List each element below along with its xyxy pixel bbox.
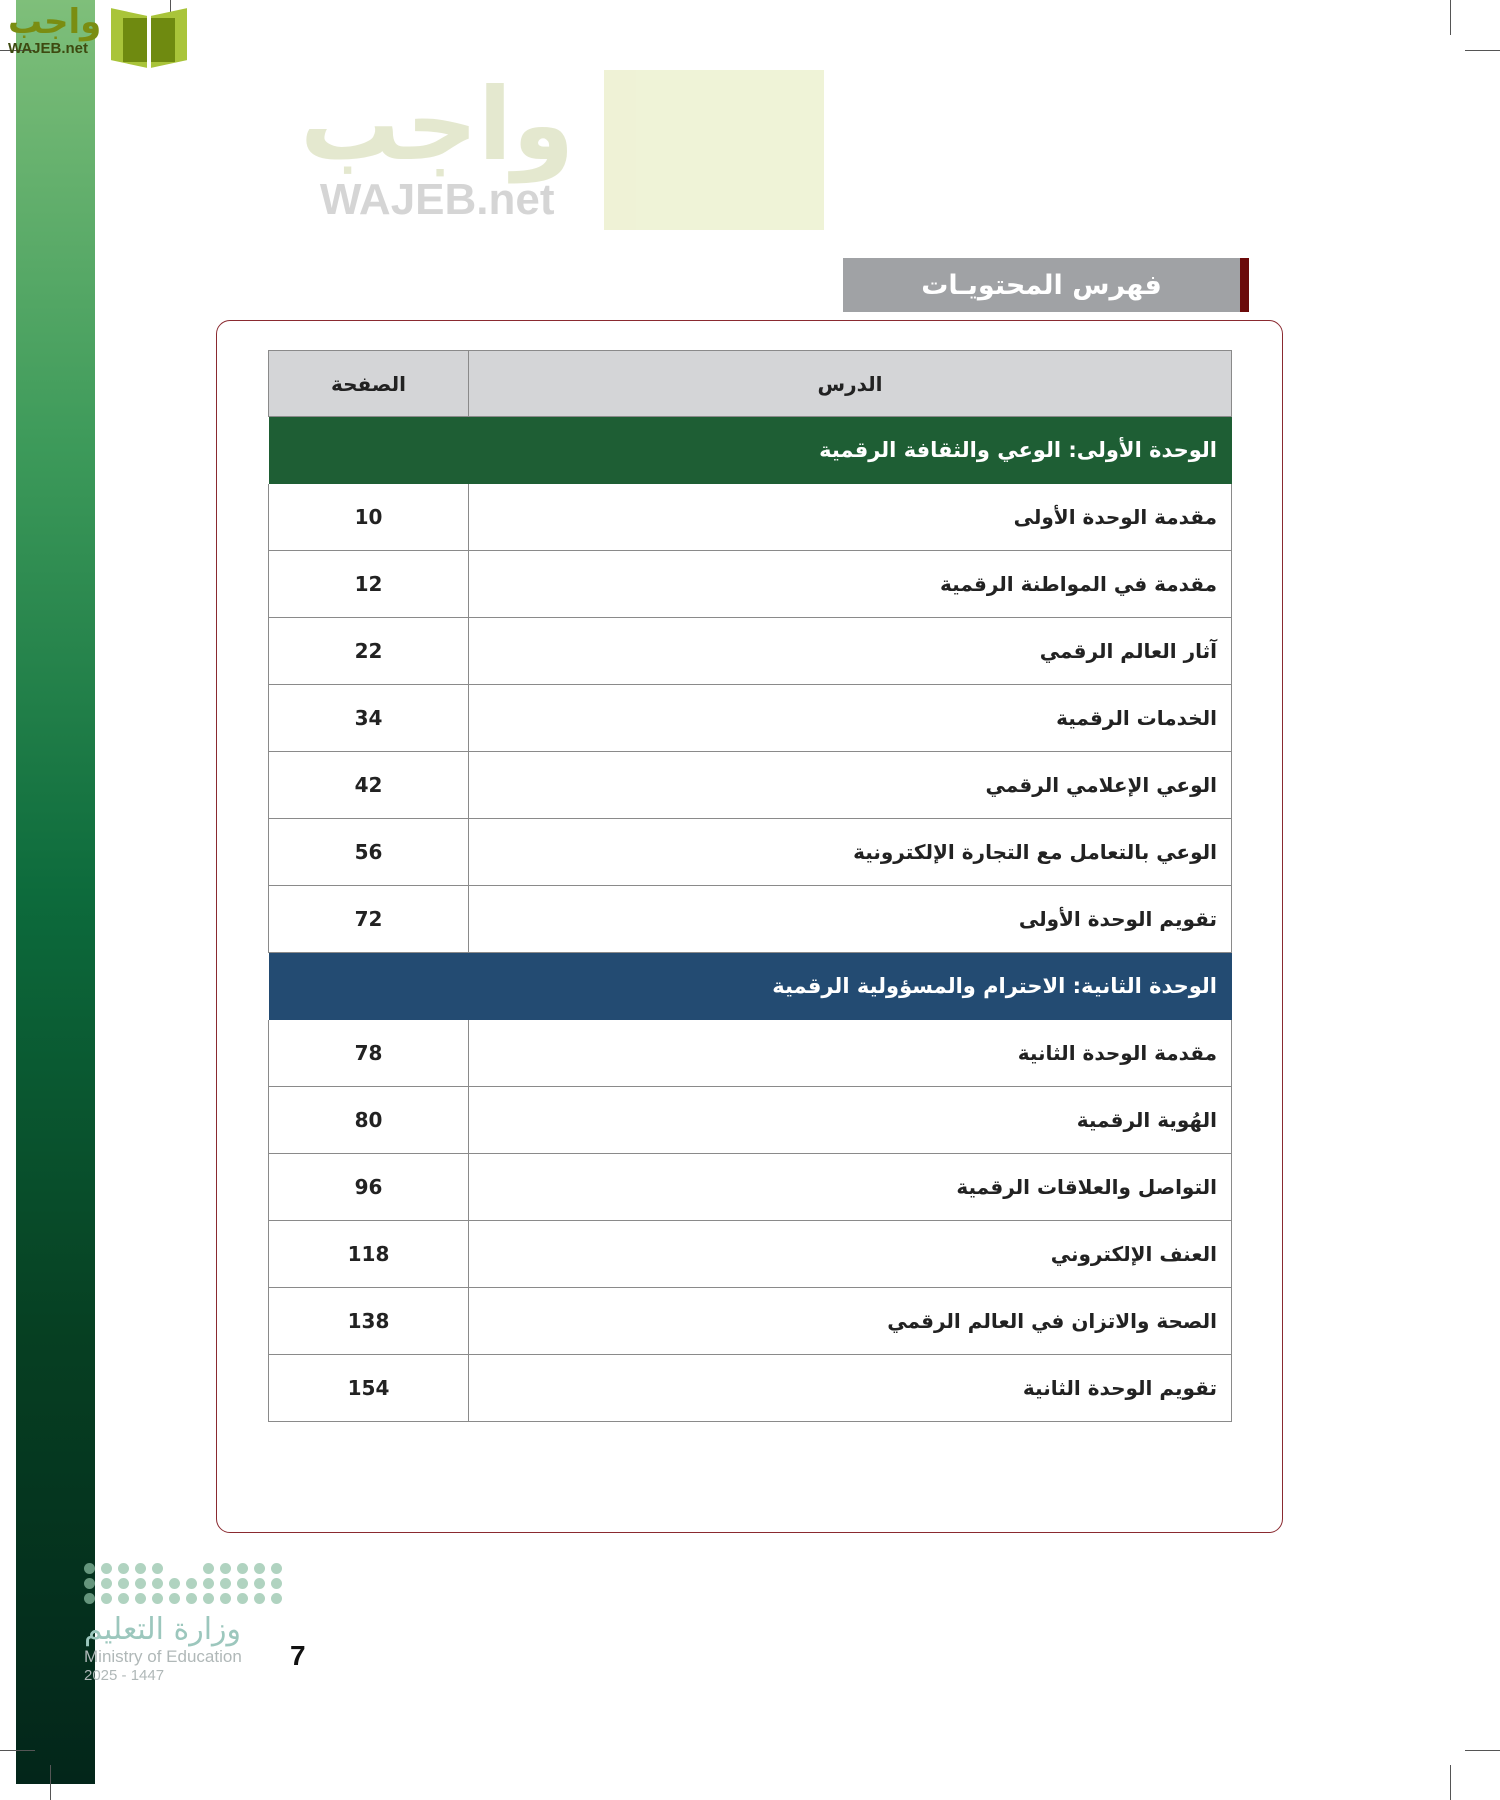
lesson-page: 118 <box>269 1221 469 1288</box>
crop-mark <box>1450 0 1451 35</box>
lesson-name: آثار العالم الرقمي <box>469 618 1232 685</box>
wajeb-logo <box>8 4 189 64</box>
lesson-name: مقدمة الوحدة الأولى <box>469 484 1232 551</box>
crop-mark <box>50 1765 51 1800</box>
logo-arabic: واجب <box>8 2 102 42</box>
unit-title: الوحدة الثانية: الاحترام والمسؤولية الرقمية <box>772 974 1217 998</box>
table-row <box>269 551 1232 618</box>
lesson-name: الوعي الإعلامي الرقمي <box>469 752 1232 819</box>
crop-mark <box>0 1750 35 1751</box>
lesson-page: 138 <box>269 1288 469 1355</box>
lesson-name: العنف الإلكتروني <box>469 1221 1232 1288</box>
lesson-name: الخدمات الرقمية <box>469 685 1232 752</box>
lesson-name: مقدمة في المواطنة الرقمية <box>469 551 1232 618</box>
table-row <box>269 1020 1232 1087</box>
lesson-name: تقويم الوحدة الثانية <box>469 1355 1232 1422</box>
ministry-name-english: Ministry of Education <box>84 1647 242 1666</box>
page-number: 7 <box>290 1640 306 1671</box>
title-accent <box>1240 258 1249 312</box>
table-row <box>269 819 1232 886</box>
table-row <box>269 752 1232 819</box>
contents-table <box>268 350 1232 1422</box>
lesson-name: الصحة والاتزان في العالم الرقمي <box>469 1288 1232 1355</box>
lesson-page: 22 <box>269 618 469 685</box>
table-row <box>269 1288 1232 1355</box>
column-header-lesson: الدرس <box>469 351 1232 417</box>
lesson-page: 12 <box>269 551 469 618</box>
ministry-dots-icon <box>84 1563 264 1604</box>
contents-table-body <box>269 417 1232 1422</box>
table-row <box>269 1221 1232 1288</box>
lesson-page: 34 <box>269 685 469 752</box>
crop-mark <box>1450 1765 1451 1800</box>
lesson-name: تقويم الوحدة الأولى <box>469 886 1232 953</box>
lesson-name: مقدمة الوحدة الثانية <box>469 1020 1232 1087</box>
lesson-page: 96 <box>269 1154 469 1221</box>
unit-title: الوحدة الأولى: الوعي والثقافة الرقمية <box>819 438 1217 462</box>
unit-header-row <box>269 953 1232 1020</box>
lesson-page: 10 <box>269 484 469 551</box>
ministry-name-arabic: وزارة التعليم <box>84 1612 242 1647</box>
academic-year: 2025 - 1447 <box>84 1667 165 1684</box>
lesson-page: 72 <box>269 886 469 953</box>
watermark-arabic: واجب <box>300 66 575 183</box>
table-row <box>269 484 1232 551</box>
lesson-page: 78 <box>269 1020 469 1087</box>
watermark-english: WAJEB.net <box>319 175 555 224</box>
watermark-book-icon <box>604 70 824 230</box>
column-header-page: الصفحة <box>269 351 469 417</box>
table-header-row <box>269 351 1232 417</box>
lesson-page: 154 <box>269 1355 469 1422</box>
wajeb-watermark <box>300 66 824 230</box>
ministry-logo <box>84 1563 264 1684</box>
lesson-page: 80 <box>269 1087 469 1154</box>
crop-mark <box>1465 1750 1500 1751</box>
decorative-sidebar <box>16 0 95 1784</box>
crop-mark <box>1465 50 1500 51</box>
lesson-name: التواصل والعلاقات الرقمية <box>469 1154 1232 1221</box>
lesson-name: الهُوية الرقمية <box>469 1087 1232 1154</box>
table-row <box>269 618 1232 685</box>
lesson-page: 42 <box>269 752 469 819</box>
lesson-name: الوعي بالتعامل مع التجارة الإلكترونية <box>469 819 1232 886</box>
table-row <box>269 1087 1232 1154</box>
page-title: فهرس المحتويـات <box>843 258 1240 312</box>
book-icon <box>109 4 189 64</box>
unit-header-row <box>269 417 1232 484</box>
table-row <box>269 1154 1232 1221</box>
logo-english: WAJEB.net <box>8 40 89 57</box>
lesson-page: 56 <box>269 819 469 886</box>
table-row <box>269 1355 1232 1422</box>
table-row <box>269 886 1232 953</box>
table-row <box>269 685 1232 752</box>
